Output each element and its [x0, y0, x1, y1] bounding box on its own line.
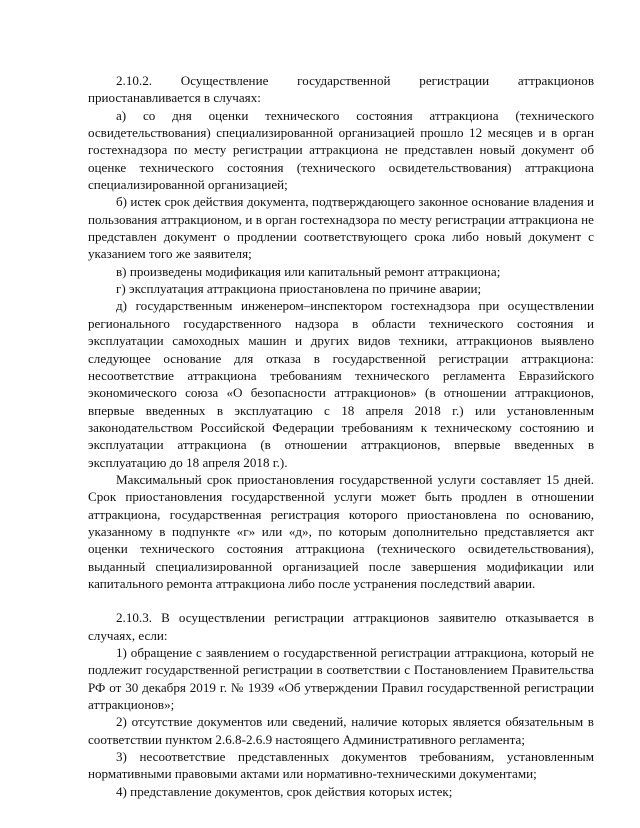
list-item-3: 3) несоответствие представленных документов требованиям, установленным нормативными правовыми актами или нормативно-техническими документами; — [88, 749, 594, 782]
list-item-b: б) истек срок действия документа, подтверждающего законное основание владения и пользования аттракционом, и в орган гостехнадзора по месту регистрации аттракциона не представлен документ о продлении соответствующего срока либо новый документ с указанием того же заявителя; — [88, 194, 594, 262]
document-body — [88, 72, 594, 800]
list-item-4: 4) представление документов, срок действия которых истек; — [116, 783, 453, 799]
list-item-a: а) со дня оценки технического состояния аттракциона (технического освидетельствования) специализированной организацией прошло 12 месяцев и в орган гостехнадзора по месту регистрации аттракциона не представлен новый документ об оценке технического состояния (технического освидетельствования) аттракциона специализированной организацией; — [88, 107, 594, 193]
list-item-1: 1) обращение с заявлением о государственной регистрации аттракциона, который не подлежит государственной регистрации в соответствии с Постановлением Правительства РФ от 30 декабря 2019 г. № 1939 «Об утверждении Правил государственной регистрации аттракционов»; — [88, 645, 594, 713]
list-item-g: г) эксплуатация аттракциона приостановлена по причине аварии; — [116, 281, 482, 297]
list-item-v: в) произведены модификация или капитальный ремонт аттракциона; — [116, 263, 501, 279]
list-item-2: 2) отсутствие документов или сведений, наличие которых является обязательным в соответствии пунктом 2.6.8-2.6.9 настоящего Административного регламента; — [88, 714, 594, 747]
paragraph-2-10-2: 2.10.2. Осуществление государственной регистрации аттракционов приостанавливается в случаях: — [88, 73, 594, 106]
paragraph-2-10-3: 2.10.3. В осуществлении регистрации аттракционов заявителю отказывается в случаях, если: — [88, 610, 594, 643]
paragraph-max-term: Максимальный срок приостановления государственной услуги составляет 15 дней. Срок приостановления государственной услуги может быть продлен в отношении аттракциона, государственная регистрация которого приостановлена по основанию, указанному в подпункте «г» или «д», по которым дополнительно представляется акт оценки технического состояния аттракциона (технического освидетельствования), выданный специализированной организацией после завершения модификации или капитального ремонта аттракциона либо после устранения последствий аварии. — [88, 471, 594, 591]
list-item-d: д) государственным инженером–инспектором гостехнадзора при осуществлении регионального государственного надзора в области технического состояния и эксплуатации самоходных машин и других видов техники, аттракционов выявлено следующее основание для отказа в государственной регистрации аттракциона: несоответствие аттракциона требованиям технического регламента Евразийского экономического союза «О безопасности аттракционов» (в отношении аттракционов, впервые введенных в эксплуатацию с 18 апреля 2018 г.) или установленным законодательством Российской Федерации требованиям к техническому состоянию и эксплуатации аттракциона (в отношении аттракционов, впервые введенных в эксплуатацию до 18 апреля 2018 г.). — [88, 298, 594, 470]
